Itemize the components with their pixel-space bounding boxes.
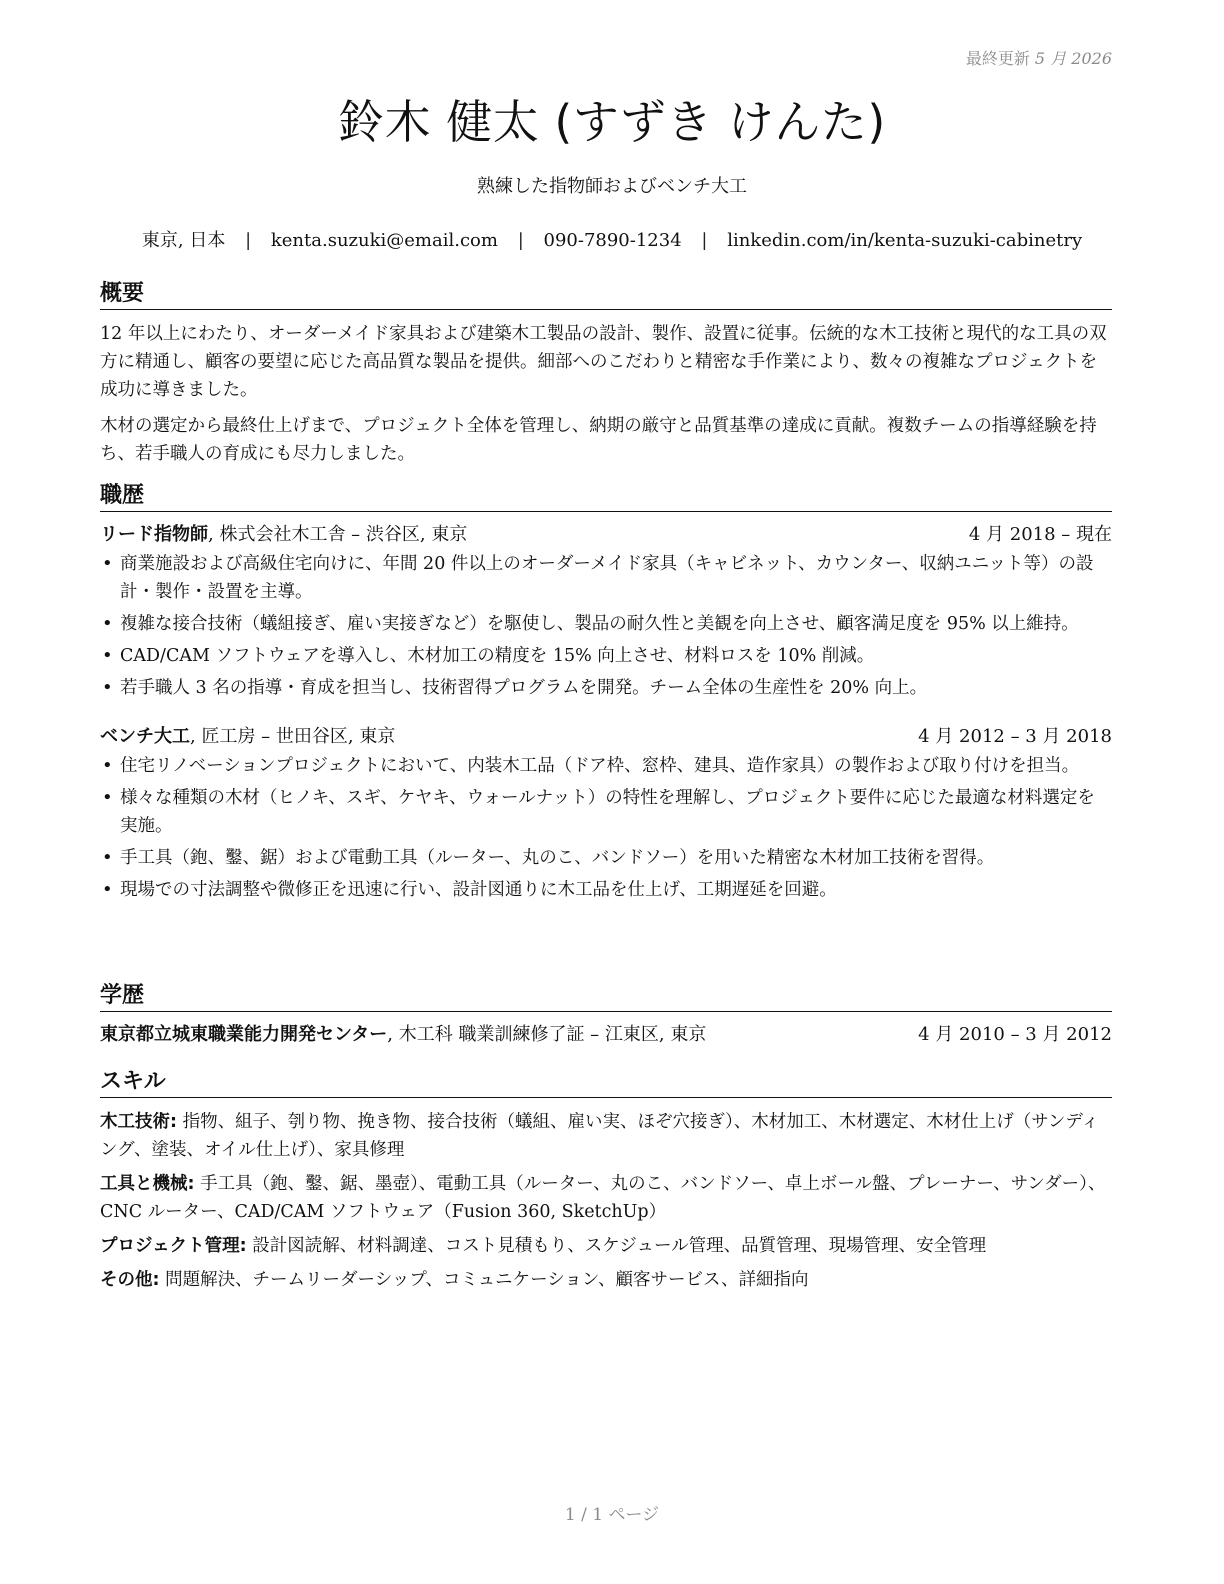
job-entry xyxy=(100,724,1112,904)
tagline: 熟練した指物師およびベンチ大工 xyxy=(477,176,747,197)
education-section xyxy=(100,978,1112,1048)
job-role: リード指物師 xyxy=(100,524,208,545)
job-bullet: • 住宅リノベーションプロジェクトにおいて、内装木工品（ドア枠、窓枠、建具、造作家具）の製作および取り付けを担当。 xyxy=(100,752,1112,780)
candidate-name: 鈴木 健太 (すずき けんた) xyxy=(338,95,886,149)
job-title-line xyxy=(100,724,395,750)
contact-line xyxy=(0,226,1224,252)
skill-text: 設計図読解、材料調達、コスト見積もり、スケジュール管理、品質管理、現場管理、安全管理 xyxy=(246,1236,987,1256)
contact-separator: | xyxy=(701,230,708,251)
skill-row xyxy=(100,1108,1112,1164)
skill-label: その他: xyxy=(100,1270,160,1290)
job-title-line xyxy=(100,522,467,548)
job-org: , 匠工房 – 世田谷区, 東京 xyxy=(190,726,396,747)
job-entry xyxy=(100,522,1112,702)
summary-paragraph: 木材の選定から最終仕上げまで、プロジェクト全体を管理し、納期の厳守と品質基準の達成に貢献。複数チームの指導経験を持ち、若手職人の育成にも尽力しました。 xyxy=(100,416,1097,464)
last-updated-date: 5 月 2026 xyxy=(1034,49,1112,68)
job-bullets xyxy=(100,752,1112,904)
job-org: , 株式会社木工舎 – 渋谷区, 東京 xyxy=(208,524,468,545)
education-school: 東京都立城東職業能力開発センター xyxy=(100,1024,388,1045)
contact-separator: | xyxy=(517,230,524,251)
skill-row xyxy=(100,1232,1112,1260)
job-dates: 4 月 2018 – 現在 xyxy=(968,524,1112,545)
contact-separator: | xyxy=(245,230,252,251)
job-bullet: • 商業施設および高級住宅向けに、年間 20 件以上のオーダーメイド家具（キャビネット、カウンター、収納ユニット等）の設計・製作・設置を主導。 xyxy=(100,550,1112,606)
summary-section xyxy=(100,276,1112,476)
skill-row xyxy=(100,1170,1112,1226)
education-dates: 4 月 2010 – 3 月 2012 xyxy=(918,1024,1112,1045)
contact-linkedin[interactable]: linkedin.com/in/kenta-suzuki-cabinetry xyxy=(727,230,1083,251)
job-header xyxy=(100,522,1112,548)
contact-phone[interactable]: 090-7890-1234 xyxy=(543,230,682,251)
job-role: ベンチ大工 xyxy=(100,726,190,747)
experience-title: 職歴 xyxy=(100,478,1112,512)
last-updated xyxy=(966,46,1112,69)
experience-section xyxy=(100,478,1112,908)
skill-label: 工具と機械: xyxy=(100,1174,195,1194)
skill-label: 木工技術: xyxy=(100,1112,177,1132)
education-title: 学歴 xyxy=(100,978,1112,1012)
skill-label: プロジェクト管理: xyxy=(100,1236,247,1256)
page-number: 1 / 1 ページ xyxy=(564,1505,660,1525)
job-header xyxy=(100,724,1112,750)
skill-text: 問題解決、チームリーダーシップ、コミュニケーション、顧客サービス、詳細指向 xyxy=(159,1270,809,1290)
education-entry xyxy=(100,1022,1112,1048)
job-bullet: • 複雑な接合技術（蟻組接ぎ、雇い実接ぎなど）を駆使し、製品の耐久性と美観を向上させ、顧客満足度を 95% 以上維持。 xyxy=(100,610,1112,638)
summary-title: 概要 xyxy=(100,276,1112,310)
education-detail: , 木工科 職業訓練修了証 – 江東区, 東京 xyxy=(387,1024,707,1045)
job-dates: 4 月 2012 – 3 月 2018 xyxy=(918,726,1112,747)
job-bullets xyxy=(100,550,1112,702)
skills-title: スキル xyxy=(100,1064,1112,1098)
job-bullet: • 様々な種類の木材（ヒノキ、スギ、ケヤキ、ウォールナット）の特性を理解し、プロジェクト要件に応じた最適な材料選定を実施。 xyxy=(100,784,1112,840)
education-title-line xyxy=(100,1022,706,1048)
skills-section xyxy=(100,1064,1112,1300)
skill-row xyxy=(100,1266,1112,1294)
contact-email[interactable]: kenta.suzuki@email.com xyxy=(270,230,498,251)
skill-text: 指物、組子、刳り物、挽き物、接合技術（蟻組、雇い実、ほぞ穴接ぎ）、木材加工、木材選定、木材仕上げ（サンディング、塗装、オイル仕上げ）、家具修理 xyxy=(100,1112,1100,1160)
job-bullet: • 手工具（鉋、鑿、鋸）および電動工具（ルーター、丸のこ、バンドソー）を用いた精密な木材加工技術を習得。 xyxy=(100,844,1112,872)
contact-location: 東京, 日本 xyxy=(141,230,226,251)
job-bullet: • 若手職人 3 名の指導・育成を担当し、技術習得プログラムを開発。チーム全体の生産性を 20% 向上。 xyxy=(100,674,1112,702)
job-bullet: • CAD/CAM ソフトウェアを導入し、木材加工の精度を 15% 向上させ、材料ロスを 10% 削減。 xyxy=(100,642,1112,670)
job-bullet: • 現場での寸法調整や微修正を迅速に行い、設計図通りに木工品を仕上げ、工期遅延を回避。 xyxy=(100,876,1112,904)
summary-paragraph: 12 年以上にわたり、オーダーメイド家具および建築木工製品の設計、製作、設置に従事。伝統的な木工技術と現代的な工具の双方に精通し、顧客の要望に応じた高品質な製品を提供。細部へのこだわりと精密な手作業により、数々の複雑なプロジェクトを成功に導きました。 xyxy=(100,324,1107,400)
last-updated-prefix: 最終更新 xyxy=(965,49,1030,68)
skill-text: 手工具（鉋、鑿、鋸、墨壺）、電動工具（ルーター、丸のこ、バンドソー、卓上ボール盤、プレーナー、サンダー）、CNC ルーター、CAD/CAM ソフトウェア（Fusion 360, SketchUp） xyxy=(100,1174,1106,1222)
